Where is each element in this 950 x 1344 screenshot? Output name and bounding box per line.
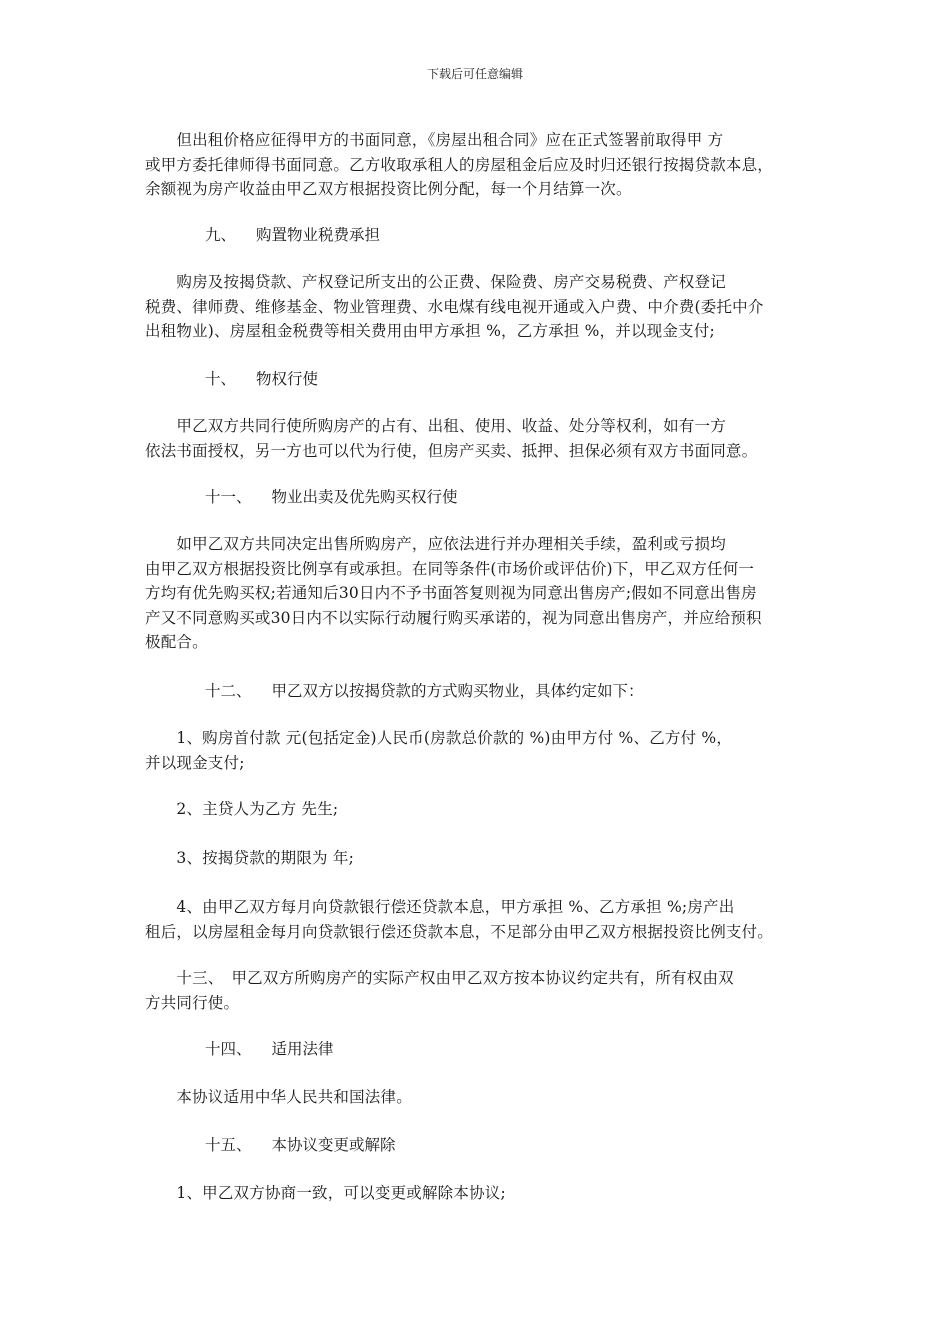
paragraph-line: 出租物业)、房屋租金税费等相关费用由甲方承担 %，乙方承担 %，并以现金支付; xyxy=(145,322,715,340)
paragraph-line: 极配合。 xyxy=(145,633,208,651)
paragraph-line: 1、购房首付款 元(包括定金)人民币(房款总价款的 %)由甲方付 %、乙方付 %， xyxy=(145,729,733,747)
paragraph-line: 但出租价格应征得甲方的书面同意，《房屋出租合同》应在正式签署前取得甲 方 xyxy=(145,131,724,149)
paragraph-line: 方均有优先购买权;若通知后30日内不予书面答复则视为同意出售房产;假如不同意出售房 xyxy=(145,584,757,602)
section-number: 九、 xyxy=(205,226,237,244)
paragraph-line: 依法书面授权，另一方也可以代为行使，但房产买卖、抵押、担保必须有双方书面同意。 xyxy=(145,441,758,460)
paragraph xyxy=(145,1085,805,1110)
paragraph-line: 如甲乙双方共同决定出售所购房产，应依法进行并办理相关手续，盈利或亏损均 xyxy=(145,535,726,553)
page-header: 下载后可任意编辑 xyxy=(426,67,523,81)
paragraph-line: 十三、 甲乙双方所购房产的实际产权由甲乙双方按本协议约定共有，所有权由双 xyxy=(145,969,734,987)
paragraph-line: 2、主贷人为乙方 先生; xyxy=(145,800,339,818)
paragraph-line: 3、按揭贷款的期限为 年; xyxy=(145,849,355,867)
paragraph xyxy=(145,414,805,463)
paragraph-line: 由甲乙双方根据投资比例享有或承担。在同等条件(市场价或评估价)下，甲乙双方任何一 xyxy=(145,559,755,578)
section-title: 甲乙双方以按揭贷款的方式购买物业，具体约定如下： xyxy=(271,682,644,700)
section-heading xyxy=(205,1134,396,1156)
paragraph-line: 税费、律师费、维修基金、物业管理费、水电煤有线电视开通或入户费、中介费(委托中介 xyxy=(145,297,764,316)
paragraph-line: 购房及按揭贷款、产权登记所支出的公正费、保险费、房产交易税费、产权登记 xyxy=(145,273,726,291)
paragraph xyxy=(145,797,805,822)
paragraph-line: 产又不同意购买或30日内不以实际行动履行购买承诺的，视为同意出售房产，并应给预积 xyxy=(145,608,762,627)
paragraph xyxy=(145,846,805,871)
paragraph-line: 或甲方委托律师得书面同意。乙方收取承租人的房屋租金后应及时归还银行按揭贷款本息， xyxy=(145,155,774,174)
paragraph-line: 租后，以房屋租金每月向贷款银行偿还贷款本息，不足部分由甲乙双方根据投资比例支付。 xyxy=(145,922,774,941)
paragraph xyxy=(145,1181,805,1206)
section-title: 本协议变更或解除 xyxy=(271,1136,396,1154)
paragraph-line: 1、甲乙双方协商一致，可以变更或解除本协议; xyxy=(145,1184,506,1202)
section-number: 十五、 xyxy=(205,1136,252,1154)
paragraph xyxy=(145,726,805,775)
paragraph-line: 本协议适用中华人民共和国法律。 xyxy=(145,1088,412,1106)
section-heading xyxy=(205,368,318,390)
paragraph-line: 方共同行使。 xyxy=(145,993,240,1012)
section-title: 购置物业税费承担 xyxy=(256,226,381,244)
section-title: 物业出卖及优先购买权行使 xyxy=(271,488,458,506)
paragraph xyxy=(145,966,805,1015)
paragraph-line: 甲乙双方共同行使所购房产的占有、出租、使用、收益、处分等权利，如有一方 xyxy=(145,417,726,435)
paragraph xyxy=(145,270,805,344)
paragraph xyxy=(145,128,805,202)
section-heading xyxy=(205,1038,334,1060)
paragraph xyxy=(145,532,805,655)
paragraph-line: 并以现金支付; xyxy=(145,753,245,772)
section-number: 十、 xyxy=(205,370,237,388)
paragraph xyxy=(145,895,805,944)
section-title: 适用法律 xyxy=(271,1040,334,1058)
section-number: 十四、 xyxy=(205,1040,252,1058)
section-number: 十一、 xyxy=(205,488,252,506)
section-heading xyxy=(205,224,380,246)
section-title: 物权行使 xyxy=(256,370,319,388)
section-number: 十二、 xyxy=(205,682,252,700)
paragraph-line: 余额视为房产收益由甲乙双方根据投资比例分配，每一个月结算一次。 xyxy=(145,180,632,198)
paragraph-line: 4、由甲乙双方每月向贷款银行偿还贷款本息，甲方承担 %、乙方承担 %;房产出 xyxy=(145,898,735,916)
section-heading xyxy=(205,486,458,508)
section-heading xyxy=(205,680,644,702)
